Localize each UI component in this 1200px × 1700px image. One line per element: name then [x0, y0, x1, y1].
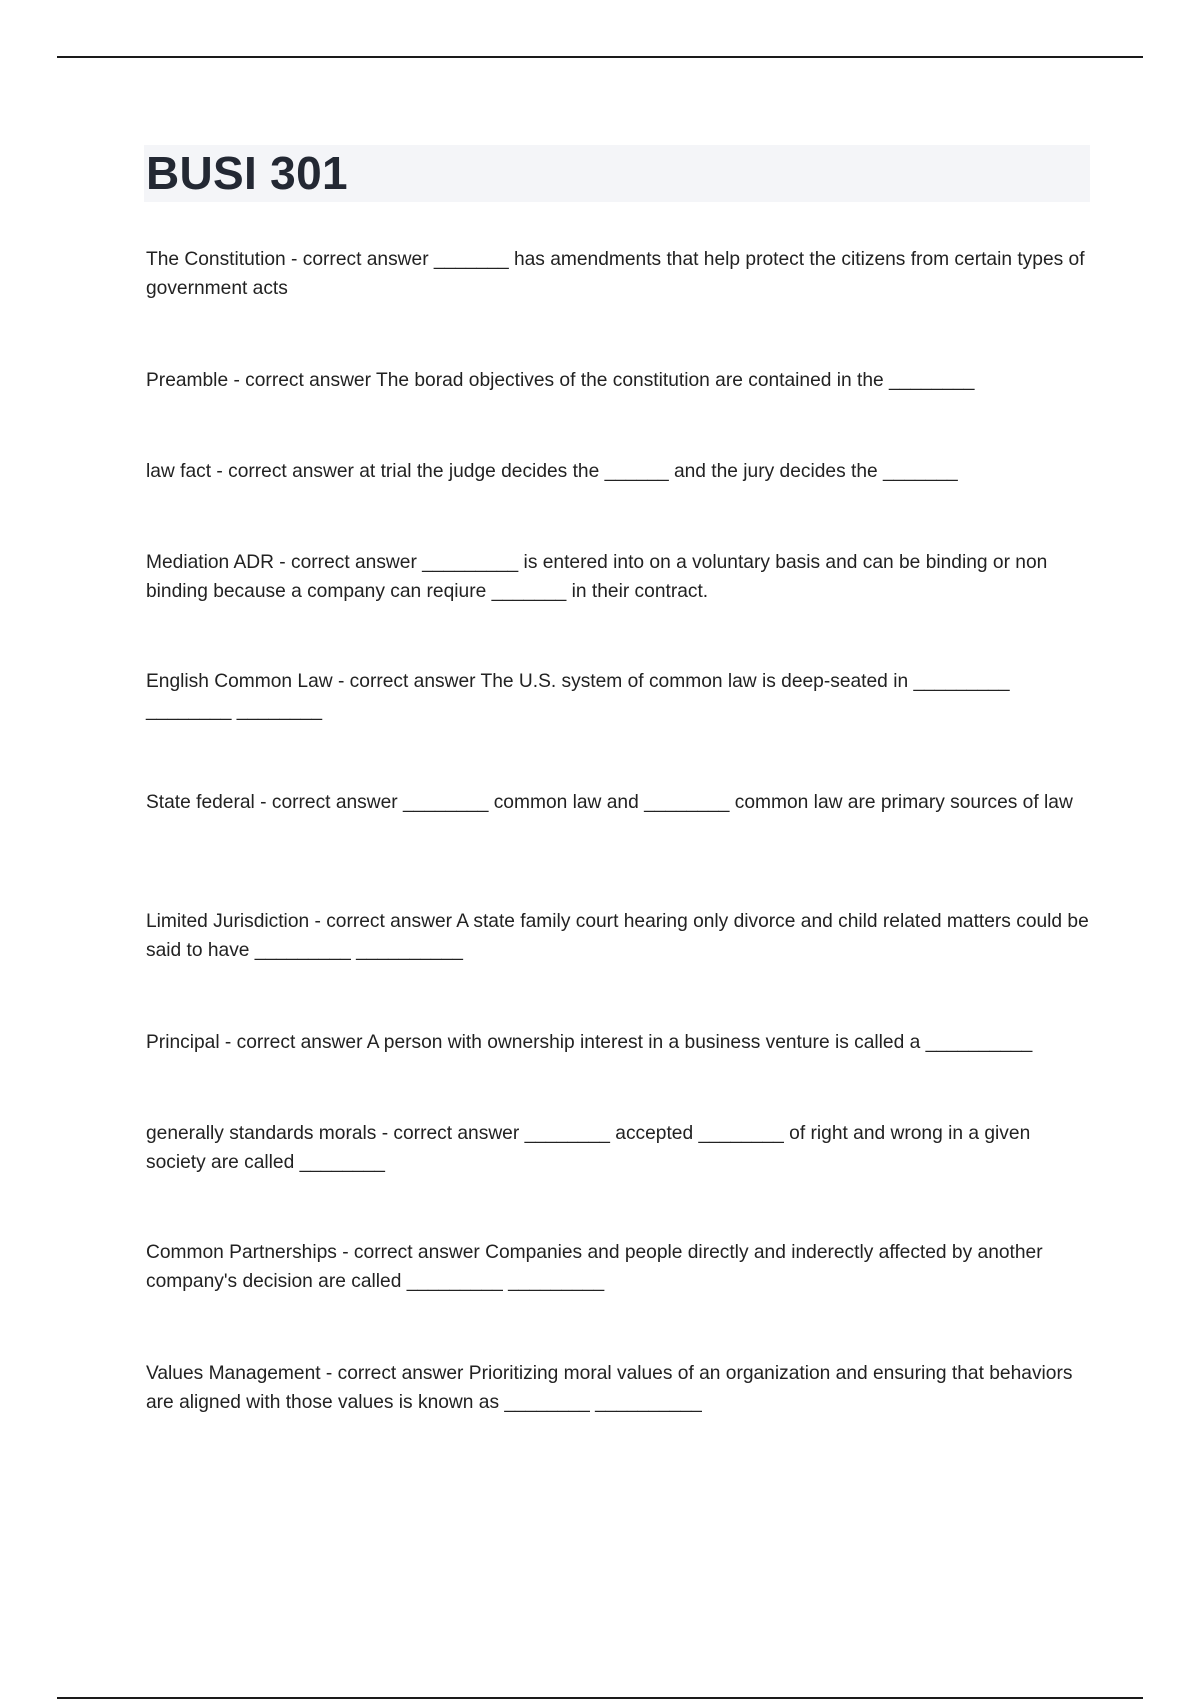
page-title: BUSI 301 — [146, 147, 348, 199]
qa-item: Limited Jurisdiction - correct answer A state family court hearing only divorce and child related matters could be said to have _________ __________ — [146, 911, 1089, 961]
qa-item: generally standards morals - correct answer ________ accepted ________ of right and wrong in a given society are called ________ — [146, 1123, 1031, 1173]
title-band — [144, 145, 1090, 202]
qa-item: Preamble - correct answer The borad objectives of the constitution are contained in the ________ — [146, 370, 975, 391]
qa-item: law fact - correct answer at trial the judge decides the ______ and the jury decides the _______ — [146, 461, 958, 482]
qa-item: Common Partnerships - correct answer Companies and people directly and inderectly affected by another company's decision are called _________ _________ — [146, 1242, 1043, 1292]
bottom-rule — [57, 1697, 1143, 1699]
qa-item: English Common Law - correct answer The U.S. system of common law is deep-seated in _________ ________ ________ — [146, 671, 1010, 721]
qa-item: Mediation ADR - correct answer _________ is entered into on a voluntary basis and can be binding or non binding because a company can reqiure _______ in their contract. — [146, 552, 1048, 602]
top-rule — [57, 56, 1143, 58]
qa-item: The Constitution - correct answer _______ has amendments that help protect the citizens from certain types of government acts — [146, 249, 1085, 299]
qa-item: Values Management - correct answer Prioritizing moral values of an organization and ensuring that behaviors are aligned with those values is known as ________ __________ — [146, 1363, 1073, 1413]
qa-item: Principal - correct answer A person with ownership interest in a business venture is called a __________ — [146, 1032, 1033, 1053]
qa-item: State federal - correct answer ________ common law and ________ common law are primary sources of law — [146, 792, 1073, 813]
